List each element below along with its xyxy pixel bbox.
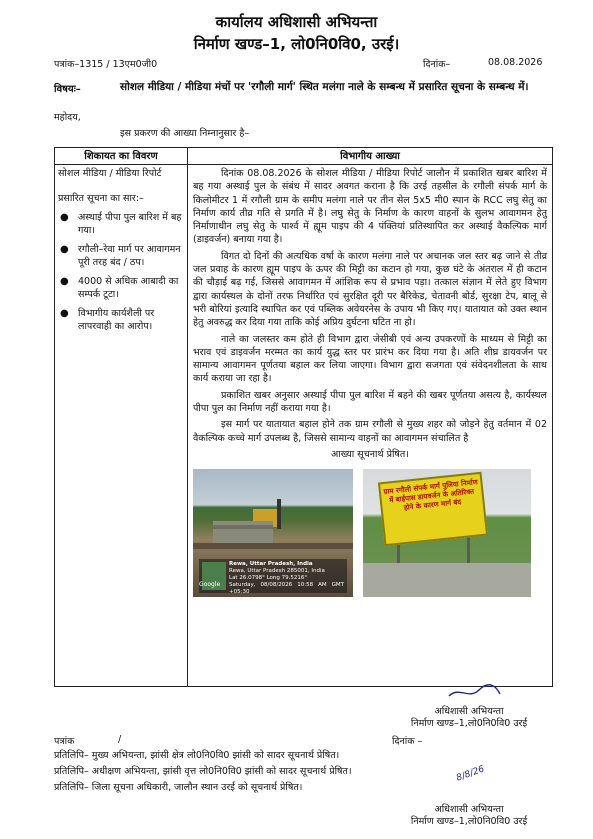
report-cell bbox=[188, 165, 553, 687]
geotag-overlay bbox=[199, 559, 347, 596]
closing-line: आख्या सूचनार्थ प्रेषित। bbox=[331, 448, 409, 460]
report-header: विभागीय आख्या bbox=[188, 148, 553, 165]
salutation: महोदय, bbox=[54, 112, 81, 123]
report-paragraph: इस मार्ग पर यातायात बहाल होने तक ग्राम रगौली से मुख्य शहर को जोड़ने हेतु वर्तमान में 02 वैकल्पिक कच्चे मार्ग उपलब्ध है, जिससे सामान्य वाहनों का आवागमन संचालित है bbox=[193, 419, 547, 444]
report-paragraph: प्रकाशित खबर अनुसार अस्थाई पीपा पुल बारिश में बहने की खबर पूर्णतया असत्य है, कार्यस्थल पीपा पुल का निर्माण नहीं कराया गया है। bbox=[193, 389, 547, 415]
signature-scribble bbox=[444, 682, 504, 700]
footer-date-label: दिनांक – bbox=[392, 736, 423, 747]
photo-row bbox=[193, 469, 547, 597]
date-label: दिनांक– bbox=[423, 59, 451, 70]
report-paragraph: नाले का जलस्तर कम होते ही विभाग द्वारा जेसीबी एवं अन्य उपकरणों के माध्यम से मिट्टी का भराव एवं डाइवर्जन मरम्मत का कार्य युद्ध स्तर पर प्रारंभ कर दिया गया है। अति शीघ्र डायवर्जन पर सामान्य आवागमन पूर्णतया बहाल कर लिया जाएगा। विभाग द्वारा सजगता एवं संवेदनशीलता के साथ कार्य कराया जा रहा है। bbox=[193, 333, 547, 385]
reference-number: पत्रांक–1315 / 13एम0जी0 bbox=[54, 59, 158, 70]
geotag-line: Rewa, Uttar Pradesh, India bbox=[229, 561, 313, 568]
footer-ref-slash: / bbox=[118, 734, 122, 745]
signatory-office: निर्माण खण्ड–1,लो0नि0वि0 उरई bbox=[410, 718, 528, 729]
footer-ref-label: पत्रांक bbox=[54, 736, 75, 747]
report-table bbox=[54, 147, 553, 687]
complaint-header: शिकायत का विवरण bbox=[55, 148, 188, 165]
list-item: ● 4000 से अधिक आबादी का सम्पर्क टूटा। bbox=[58, 275, 184, 301]
complaint-source: सोशल मीडिया / मीडिया रिपोर्ट bbox=[58, 168, 162, 179]
complaint-cell bbox=[55, 165, 188, 687]
copy-line-3: प्रतिलिपि– जिला सूचना अधिकारी, जालौन स्थान उरई को सूचनार्थ प्रेषित। bbox=[54, 782, 303, 793]
geotag-line: Lat 26.0798° Long 79.5216° bbox=[229, 575, 308, 582]
site-photo-2 bbox=[363, 469, 531, 597]
site-photo-1 bbox=[193, 469, 353, 597]
date-scribble: 8/8/26 bbox=[455, 764, 486, 784]
signatory-designation: अधिशासी अभियन्ता bbox=[434, 804, 504, 815]
summary-list bbox=[58, 211, 184, 333]
signature-block-1 bbox=[394, 706, 544, 730]
geotag-line: Saturday, 08/08/2026 10:58 AM GMT +05:30 bbox=[229, 582, 344, 596]
summary-label: प्रसारित सूचना का सार:– bbox=[58, 193, 144, 204]
report-paragraph: दिनांक 08.08.2026 के सोशल मीडिया / मीडिया रिपोर्ट जालौन में प्रकाशित खबर बारिश में बह गया अस्थाई पुल के संबंध में सादर अवगत कराना है कि उरई तहसील के रगौली संपर्क मार्ग के किलोमीटर 1 में रगौली ग्राम के समीप मलंगा नाले पर तीन सेल 5x5 मी0 स्पान के RCC लघु सेतु का निर्माण कार्य तीव्र गति से प्रगति में है। लघु सेतु के निर्माण के कारण वाहनों के सुलभ आवागमन हेतु निर्माणाधीन लघु सेतु के पार्श्व में ह्यूम पाइप की 4 पंक्तियां प्रतिस्थापित कर अस्थाई वैकल्पिक मार्ग (डाइवर्जन) बनाया गया है। bbox=[193, 168, 547, 246]
list-item: ● विभागीय कार्यशैली पर लापरवाही का आरोप। bbox=[58, 307, 184, 333]
division-title: निर्माण खण्ड–1, लो0नि0वि0, उरई। bbox=[193, 35, 400, 53]
signatory-office: निर्माण खण्ड–1,लो0नि0वि0 उरई bbox=[410, 816, 528, 827]
google-logo: Google bbox=[199, 580, 221, 588]
list-item: ● रगौली–रेवा मार्ग पर आवागमन पूरी तरह बंद / ठप। bbox=[58, 243, 184, 269]
signature-block-2 bbox=[394, 764, 544, 828]
copy-line-2: प्रतिलिपि– अधीक्षण अभियन्ता, झांसी वृत्त लो0नि0वि0 झांसी को सादर सूचनार्थ प्रेषित। bbox=[54, 766, 352, 777]
subject-label: विषयः– bbox=[54, 84, 81, 95]
intro-line: इस प्रकरण की आख्या निम्नानुसार है– bbox=[120, 128, 250, 139]
signatory-designation: अधिशासी अभियन्ता bbox=[434, 706, 504, 717]
subject-text: सोशल मीडिया / मीडिया मंचों पर 'रगौली मार्ग' स्थित मलंगा नाले के सम्बन्ध में प्रसारित सूचना के सम्बन्ध में। bbox=[120, 81, 529, 93]
road-surface bbox=[363, 563, 531, 597]
warning-signboard: ग्राम रगौली संपर्क मार्ग पुलिया निर्माण में बाईपास डायवर्जन के अतिरिक्त होने के कारण मार्ग बंद bbox=[378, 472, 488, 547]
date-value: 08.08.2026 bbox=[488, 57, 543, 68]
office-title: कार्यालय अधिशासी अभियन्ता bbox=[215, 13, 378, 31]
copy-line-1: प्रतिलिपि– मुख्य अभियन्ता, झांसी क्षेत्र लो0नि0वि0 झांसी को सादर सूचनार्थ प्रेषित। bbox=[54, 750, 340, 761]
report-paragraph: विगत दो दिनों की अत्यधिक वर्षा के कारण मलंगा नाले पर अचानक जल स्तर बढ़ जाने से तीव्र जल प्रवाह के कारण ह्यूम पाइप के ऊपर की मिट्टी का कटान हो गया, कुछ घंटे के अंतराल में ही कटान की चौड़ाई बढ़ गई, जिससे आवागमन में आंशिक रूप से प्रभाव पड़ा। तत्काल संज्ञान में लेते हुए विभाग द्वारा कार्यस्थल के दोनों तरफ निर्धारित एवं सुरक्षित दूरी पर बैरिकेड, चेतावनी बोर्ड, सुरक्षा टेप, बालू से भरी बोरियां इत्यादि स्थापित कर एवं पब्लिक अवेयरनेस के उपाय भी किए गए। यातायात को उक्त स्थान हेतु अवरुद्ध कर दिया गया ताकि कोई अप्रिय दुर्घटना घटित ना हो। bbox=[193, 250, 547, 329]
list-item: ● अस्थाई पीपा पुल बारिश में बह गया। bbox=[58, 211, 184, 237]
geotag-line: Rewa, Uttar Pradesh 285001, India bbox=[229, 568, 325, 575]
